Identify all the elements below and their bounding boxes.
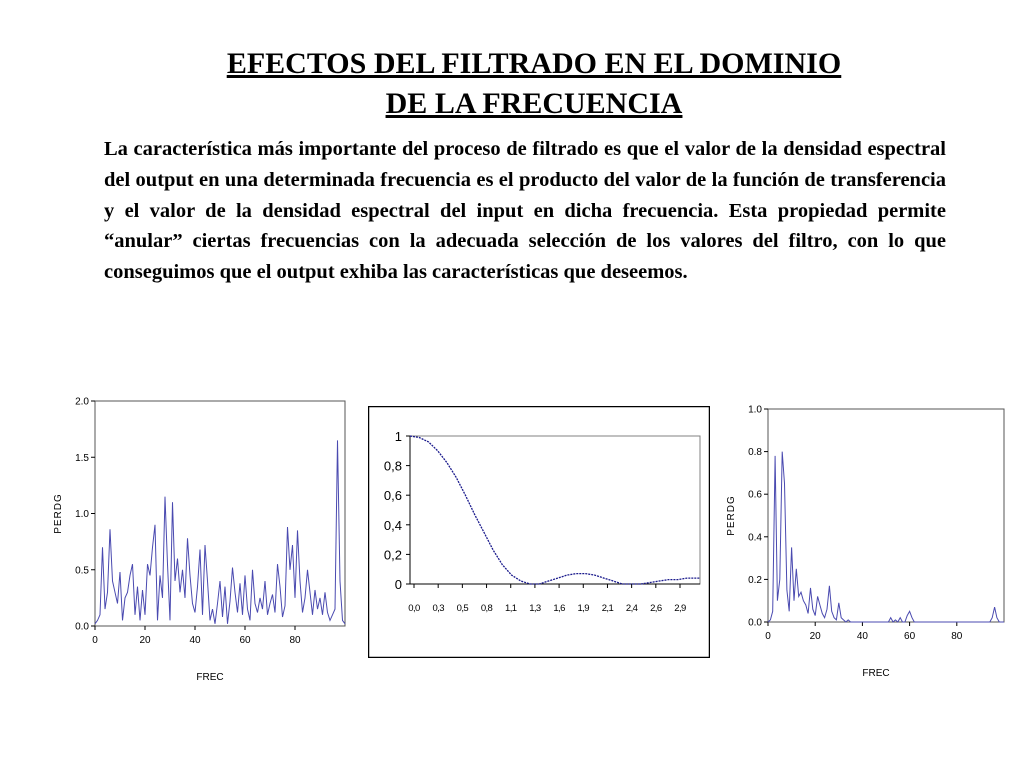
c3-y-axis-label: PERDG <box>726 495 737 536</box>
c2-x-tick-label: 2,1 <box>601 603 614 614</box>
c3-x-tick-label: 60 <box>904 631 916 642</box>
title-line-1: EFECTOS DEL FILTRADO EN EL DOMINIO <box>226 47 842 80</box>
c1-series-line <box>95 440 345 623</box>
transfer-function-chart <box>368 406 710 658</box>
c3-y-tick-label: 0.6 <box>748 489 762 501</box>
c2-x-tick-label: 0,0 <box>408 603 420 614</box>
c1-y-tick-label: 2.0 <box>75 396 89 408</box>
input-periodogram-chart <box>40 392 360 692</box>
c2-x-tick-label: 1,9 <box>577 603 589 614</box>
c2-x-tick-label: 2,9 <box>674 603 686 614</box>
c3-y-tick-label: 0.8 <box>748 447 762 459</box>
c1-plot-frame <box>95 401 345 626</box>
c2-y-tick-label: 0,2 <box>383 547 402 563</box>
c3-x-tick-label: 0 <box>765 631 771 642</box>
c2-y-tick-label: 0,8 <box>383 458 402 474</box>
c2-x-tick-label: 1,3 <box>529 603 541 614</box>
c1-y-axis-label: PERDG <box>53 493 64 534</box>
c3-x-tick-label: 40 <box>856 631 868 642</box>
c1-x-tick-label: 0 <box>92 635 98 646</box>
c3-x-tick-label: 20 <box>809 631 821 642</box>
c1-x-tick-label: 20 <box>139 635 151 646</box>
c2-x-tick-label: 0,5 <box>456 603 469 614</box>
c3-y-tick-label: 0.4 <box>748 532 762 544</box>
c3-x-axis-label: FREC <box>862 668 890 679</box>
c2-y-tick-label: 0,4 <box>383 517 402 533</box>
c3-y-tick-label: 0.2 <box>748 574 762 586</box>
c2-y-tick-label: 0,6 <box>383 488 402 504</box>
c2-x-tick-label: 1,1 <box>505 603 517 614</box>
c1-y-tick-label: 0.0 <box>75 621 89 633</box>
c2-y-tick-label: 1 <box>394 429 402 444</box>
c2-x-tick-label: 2,6 <box>650 603 662 614</box>
c2-x-tick-label: 1,6 <box>553 603 565 614</box>
c3-series-line <box>768 452 1004 622</box>
c2-chart-border <box>369 407 710 658</box>
c1-y-tick-label: 0.5 <box>75 565 89 577</box>
c3-y-tick-label: 0.0 <box>748 617 762 629</box>
c3-plot-frame <box>768 409 1004 622</box>
title-line-2: DE LA FRECUENCIA <box>385 87 683 120</box>
c1-x-tick-label: 40 <box>189 635 201 646</box>
page-title <box>100 44 968 124</box>
c3-x-tick-label: 80 <box>951 631 963 642</box>
body-paragraph: La característica más importante del proceso de filtrado es que el valor de la densidad espectral del output en una determinada frecuencia es el producto del valor de la función de transferencia y el valor de la densidad espectral del input en dicha frecuencia. Esta propiedad permite “anular” ciertas frecuencias con la adecuada selección de los valores del filtro, con lo que conseguimos que el output exhiba las características que deseemos. <box>104 138 946 284</box>
c2-x-tick-label: 0,8 <box>480 603 493 614</box>
c1-x-axis-label: FREC <box>196 672 224 683</box>
c2-x-tick-label: 0,3 <box>432 603 444 614</box>
c2-y-tick-label: 0 <box>394 577 402 592</box>
c1-x-tick-label: 80 <box>289 635 301 646</box>
c1-y-tick-label: 1.0 <box>75 509 89 520</box>
c2-x-tick-label: 2,4 <box>625 603 638 614</box>
c3-y-tick-label: 1.0 <box>748 404 762 416</box>
output-periodogram-chart <box>714 398 1019 683</box>
c1-x-tick-label: 60 <box>239 635 251 646</box>
c1-y-tick-label: 1.5 <box>75 452 89 464</box>
